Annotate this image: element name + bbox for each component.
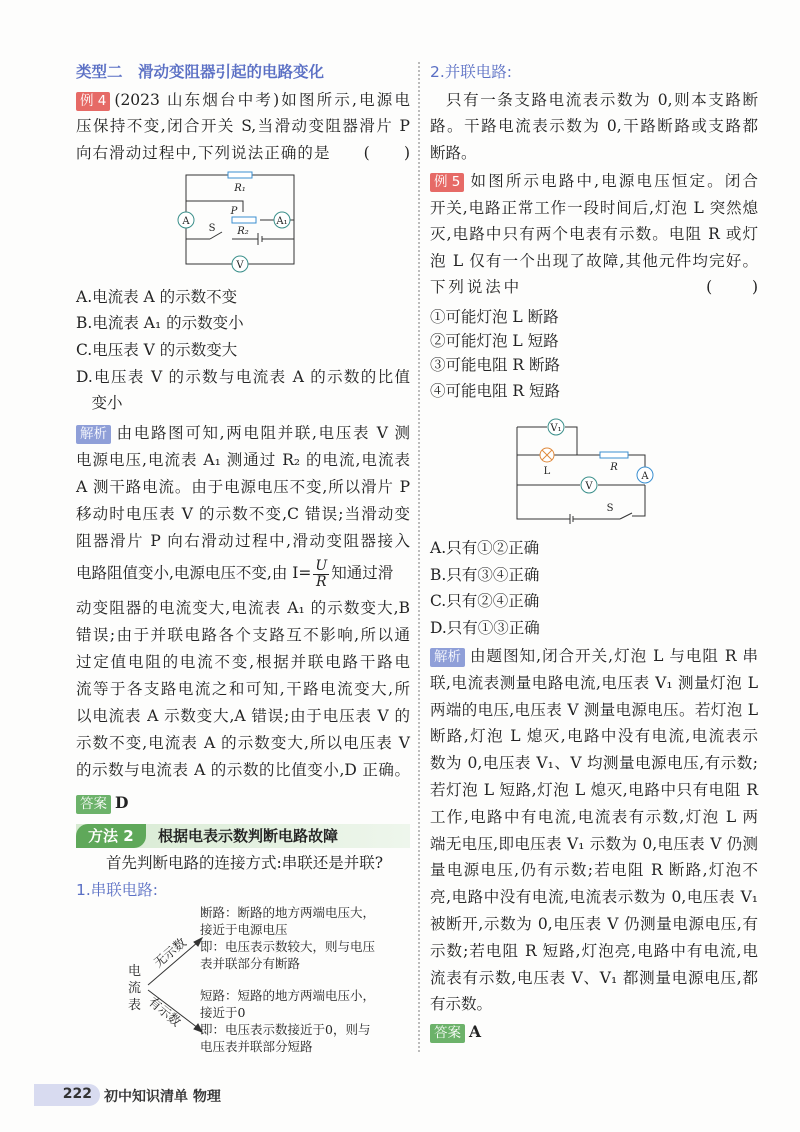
book-title: 初中知识清单 物理 — [104, 1089, 221, 1105]
answer-value: A — [469, 1022, 482, 1041]
analysis-line: 的示数与电流表 A 的示数的比值变小,D 正确。 — [76, 761, 410, 779]
analysis-line: 解析 由电路图可知,两电阻并联,电压表 V 测 — [76, 422, 410, 444]
statement-1: ①可能灯泡 L 断路 — [430, 308, 559, 326]
example5-line: 泡 L 仅有一个出现了故障,其他元件均完好。 — [430, 252, 758, 270]
label-s: S — [208, 223, 216, 234]
example4-line: 向右滑动过程中,下列说法正确的是 ( ) — [76, 144, 410, 162]
label-v: V — [236, 260, 244, 271]
resistor-r — [600, 452, 628, 458]
statement-2: ②可能灯泡 L 短路 — [430, 332, 559, 350]
example5-line: 灭,电路中只有两个电表有示数。电阻 R 或灯 — [430, 225, 758, 243]
answer-line — [76, 792, 410, 814]
page-number-tab — [34, 1084, 100, 1106]
lamp-l — [540, 448, 554, 462]
analysis-line: 电源电压,电流表 A₁ 测通过 R₂ 的电流,电流表 — [76, 451, 410, 469]
method2-bar — [76, 824, 410, 848]
circuit-diagram-1 — [170, 168, 320, 278]
analysis-line: A 测干路电流。由于电源电压不变,所以滑片 P — [76, 478, 410, 496]
label-r: R — [610, 462, 618, 473]
analysis-line: 断路,灯泡 L 熄灭,电路中没有电流,电流表示 — [430, 727, 758, 746]
parallel-line: 路。干路电流表示数为 0,干路断路或支路都 — [430, 117, 758, 135]
label-l: L — [543, 466, 551, 477]
analysis-line: 解析 由题图知,闭合开关,灯泡 L 与电阻 R 串 — [430, 645, 758, 667]
section-heading: 类型二 滑动变阻器引起的电路变化 — [76, 63, 325, 81]
tree-root: 电流表 — [128, 964, 142, 1013]
statement-4: ④可能电阻 R 短路 — [430, 382, 561, 400]
analysis-line: 有示数。 — [430, 995, 493, 1014]
page-number: 222 — [62, 1086, 92, 1102]
analysis-line: 若灯泡 L 短路,灯泡 L 熄灭,电路中只有电阻 R — [430, 781, 758, 799]
analysis-line: 工作,电路中有电流,电流表有示数,灯泡 L 两 — [430, 807, 758, 826]
example5-line: 开关,电路正常工作一段时间后,灯泡 L 突然熄 — [430, 199, 758, 217]
analysis-line: 数为 0,电压表 V₁、V 均测量电源电压,有示数; — [430, 754, 758, 773]
analysis-line: 以电流表 A 示数变大,A 错误;由于电压表 V 的 — [76, 707, 410, 725]
label-a: A — [641, 471, 649, 482]
analysis-line: 量电源电压,仍有示数;若电阻 R 断路,灯泡不 — [430, 861, 758, 880]
parallel-line: 只有一条支路电流表示数为 0,则本支路断 — [446, 91, 758, 109]
label-v1: V₁ — [550, 423, 562, 434]
answer-value: D — [115, 793, 129, 812]
open-circuit-text: 断路：断路的地方两端电压大， 接近于电源电压 即：电压表示数较大，则与电压 表并联部分有断路 — [200, 905, 376, 971]
label-a: A — [182, 216, 190, 227]
method2-badge: 方法 2 — [76, 824, 146, 848]
option-b: B.电流表 A₁ 的示数变小 — [76, 314, 244, 332]
answer-line — [430, 1021, 758, 1043]
analysis-line: 错误;由于并联电路各个支路互不影响,所以通 — [76, 626, 410, 644]
circuit-diagram-2 — [510, 412, 680, 527]
example4-line: 压保持不变,闭合开关 S,当滑动变阻器滑片 P — [76, 117, 410, 135]
analysis-tag: 解析 — [76, 425, 111, 444]
formula-line: 电路阻值变小,电源电压不变,由 I= $\frac{U}{R}$ 知通过滑 — [76, 557, 394, 590]
label-r2: R₂ — [237, 226, 249, 237]
analysis-line: 两端的电压,电压表 V 测量电源电压。若灯泡 L — [430, 700, 758, 719]
method2-title: 根据电表示数判断电路故障 — [158, 827, 339, 845]
analysis-line: 端无电压,即电压表 V₁ 示数为 0,电压表 V 仍测 — [430, 834, 758, 853]
analysis-line: 联,电流表测量电路电流,电压表 V₁ 测量灯泡 L — [430, 673, 758, 692]
parallel-heading: 2.并联电路: — [430, 63, 513, 81]
branch-has-reading: 有示数 — [145, 993, 185, 1030]
example4-line: 例 4 (2023 山东烟台中考)如图所示,电源电 — [76, 89, 410, 111]
option-d-cont: 变小 — [76, 394, 123, 412]
intro-text: 首先判断电路的连接方式:串联还是并联? — [106, 854, 384, 872]
label-p: P — [230, 206, 238, 217]
option-c: C.电压表 V 的示数变大 — [76, 341, 238, 359]
option-d: D.只有①③正确 — [430, 619, 540, 637]
example4-tag: 例 4 — [76, 92, 110, 111]
branch-no-reading: 无示数 — [150, 934, 190, 971]
short-circuit-text: 短路：短路的地方两端电压小， 接近于0 即：电压表示数接近于0，则与 电压表并联部分短路 — [200, 988, 376, 1054]
example5-tag: 例 5 — [430, 173, 464, 192]
option-a: A.电流表 A 的示数不变 — [76, 288, 238, 306]
analysis-line: 动变阻器的电流变大,电流表 A₁ 的示数变大,B — [76, 599, 410, 617]
analysis-line: 被断开,示数为 0,电压表 V 仍测量电源电压,有 — [430, 915, 758, 933]
column-divider — [418, 62, 420, 1052]
analysis-tag: 解析 — [430, 648, 465, 667]
label-v: V — [585, 481, 593, 492]
option-a: A.只有①②正确 — [430, 539, 540, 557]
statement-3: ③可能电阻 R 断路 — [430, 356, 561, 374]
fraction-u-over-r: $\frac{U}{R}$ — [315, 557, 328, 590]
label-a1: A₁ — [276, 216, 288, 227]
analysis-line: 阻器滑片 P 向右滑动过程中,滑动变阻器接入 — [76, 532, 410, 550]
analysis-line: 示数;若电阻 R 短路,灯泡亮,电路中有电流,电 — [430, 941, 758, 960]
analysis-line: 流等于各支路电流之和可知,干路电流变大,所 — [76, 680, 410, 698]
parallel-line: 断路。 — [430, 144, 477, 162]
option-c: C.只有②④正确 — [430, 592, 540, 610]
example5-line: 下列说法中 ( ) — [430, 278, 758, 296]
series-heading: 1.串联电路: — [76, 881, 159, 899]
label-s: S — [606, 503, 614, 514]
analysis-line: 示数不变,电流表 A 的示数变大,所以电压表 V — [76, 734, 410, 752]
analysis-line: 过定值电阻的电流不变,根据并联电路干路电 — [76, 653, 410, 671]
answer-tag: 答案 — [76, 795, 111, 814]
analysis-line: 亮,电路中没有电流,电流表示数为 0,电压表 V₁ — [430, 888, 758, 907]
analysis-line: 移动时电压表 V 的示数不变,C 错误;当滑动变 — [76, 505, 410, 523]
example5-line: 例 5 如图所示电路中,电源电压恒定。闭合 — [430, 170, 758, 192]
option-d: D.电压表 V 的示数与电流表 A 的示数的比值 — [76, 368, 410, 386]
answer-tag: 答案 — [430, 1024, 465, 1043]
analysis-line: 流表有示数,电压表 V、V₁ 都测量电源电压,都 — [430, 968, 758, 987]
rheostat-r2 — [232, 217, 256, 223]
label-r1: R₁ — [234, 183, 246, 194]
resistor-r1 — [228, 172, 252, 178]
option-b: B.只有③④正确 — [430, 566, 540, 584]
